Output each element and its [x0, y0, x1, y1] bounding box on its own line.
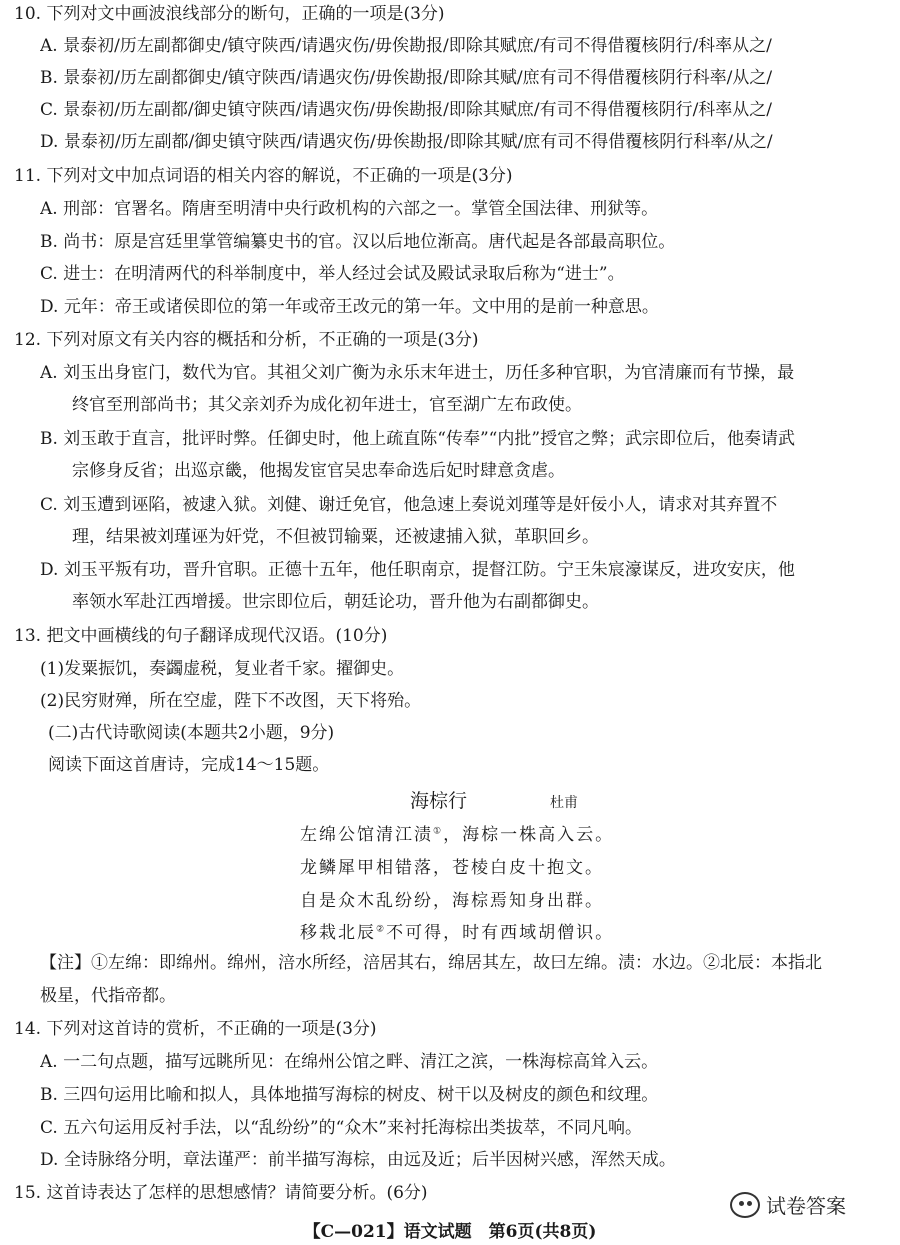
q14-stem: 14. 下列对这首诗的赏析，不正确的一项是(3分) [14, 1019, 377, 1039]
note-marker-1: ① [433, 826, 444, 837]
poetry-intro: 阅读下面这首唐诗，完成14～15题。 [48, 755, 330, 775]
poem-line-4-end: 不可得，时有西域胡僧识。 [386, 923, 615, 943]
note-marker-2: ② [376, 924, 387, 935]
page-footer: 【C—021】语文试题 第6页(共8页) [303, 1222, 597, 1242]
poem-line-4 [300, 918, 614, 943]
q14-option-a: A. 一二句点题，描写远眺所见：在绵州公馆之畔、清江之滨，一株海棕高耸入云。 [40, 1052, 659, 1072]
q13-sentence-2: (2)民穷财殚，所在空虚，陛下不改图，天下将殆。 [40, 691, 422, 711]
q12-option-d-line1: D. 刘玉平叛有功，晋升官职。正德十五年，他任职南京，提督江防。宁王朱宸濠谋反，进攻安庆，他 [40, 560, 795, 580]
q12-option-a-line1: A. 刘玉出身宦门，数代为官。其祖父刘广衡为永乐末年进士，历任多种官职，为官清廉而有节操，最 [40, 363, 795, 383]
q12-option-d-line2: 率领水军赴江西增援。世宗即位后，朝廷论功，晋升他为右副都御史。 [72, 592, 599, 612]
q10-option-b: B. 景泰初/历左副都御史/镇守陕西/请遇灾伤/毋俟勘报/即除其赋/庶有司不得借覆核阴行科率/从之/ [40, 68, 773, 88]
q11-option-b: B. 尚书：原是宫廷里掌管编纂史书的官。汉以后地位渐高。唐代起是各部最高职位。 [40, 232, 676, 252]
q11-option-c: C. 进士：在明清两代的科举制度中，举人经过会试及殿试录取后称为“进士”。 [40, 264, 625, 284]
q13-stem: 13. 把文中画横线的句子翻译成现代汉语。(10分) [14, 626, 388, 646]
poem-note-line1: 【注】①左绵：即绵州。绵州，涪水所经，涪居其右，绵居其左，故曰左绵。渍：水边。②北辰：本指北 [40, 953, 822, 973]
q11-option-a: A. 刑部：官署名。隋唐至明清中央行政机构的六部之一。掌管全国法律、刑狱等。 [40, 199, 659, 219]
wechat-icon [730, 1192, 760, 1218]
q12-option-a-line2: 终官至刑部尚书；其父亲刘乔为成化初年进士，官至湖广左布政使。 [72, 395, 582, 415]
q10-stem: 10. 下列对文中画波浪线部分的断句，正确的一项是(3分) [14, 4, 445, 24]
q10-option-c: C. 景泰初/历左副都/御史镇守陕西/请遇灾伤/毋俟勘报/即除其赋庶/有司不得借覆核阴行/科率从之/ [40, 100, 773, 120]
poem-title: 海棕行 [410, 790, 468, 812]
q14-option-d: D. 全诗脉络分明，章法谨严：前半描写海棕，由远及近；后半因树兴感，浑然天成。 [40, 1150, 676, 1170]
q12-option-b-line1: B. 刘玉敢于直言，批评时弊。任御史时，他上疏直陈“传奉”“内批”授官之弊；武宗即位后，他奏请武 [40, 429, 796, 449]
q15-stem: 15. 这首诗表达了怎样的思想感情？请简要分析。(6分) [14, 1183, 428, 1203]
q12-option-b-line2: 宗修身反省；出巡京畿，他揭发宦官吴忠奉命选后妃时肆意贪虐。 [72, 461, 565, 481]
poem-line-1-end: ，海棕一株高入云。 [443, 825, 615, 845]
poem-line-1 [300, 820, 614, 845]
section-heading-poetry: (二)古代诗歌阅读(本题共2小题，9分) [48, 723, 335, 743]
q10-option-a: A. 景泰初/历左副都御史/镇守陕西/请遇灾伤/毋俟勘报/即除其赋庶/有司不得借覆核阴行/科率从之/ [40, 36, 772, 56]
q11-option-d: D. 元年：帝王或诸侯即位的第一年或帝王改元的第一年。文中用的是前一种意思。 [40, 297, 659, 317]
q14-option-c: C. 五六句运用反衬手法，以“乱纷纷”的“众木”来衬托海棕出类拔萃，不同凡响。 [40, 1118, 642, 1138]
watermark-text: 试卷答案 [766, 1194, 846, 1218]
q12-stem: 12. 下列对原文有关内容的概括和分析，不正确的一项是(3分) [14, 330, 479, 350]
poem-line-1-start: 左绵公馆清江渍 [300, 825, 433, 845]
q11-stem: 11. 下列对文中加点词语的相关内容的解说，不正确的一项是(3分) [14, 166, 513, 186]
poem-line-2: 龙鳞犀甲相错落，苍棱白皮十抱文。 [300, 858, 604, 878]
poem-line-4-start: 移栽北辰 [300, 923, 376, 943]
q12-option-c-line1: C. 刘玉遭到诬陷，被逮入狱。刘健、谢迁免官，他急速上奏说刘瑾等是奸佞小人，请求对其弃置不 [40, 495, 778, 515]
poem-author: 杜甫 [550, 795, 578, 811]
q12-option-c-line2: 理，结果被刘瑾诬为奸党，不但被罚输粟，还被逮捕入狱，革职回乡。 [72, 527, 599, 547]
poem-note-line2: 极星，代指帝都。 [40, 986, 176, 1006]
q10-option-d: D. 景泰初/历左副都/御史镇守陕西/请遇灾伤/毋俟勘报/即除其赋/庶有司不得借覆核阴行科率/从之/ [40, 132, 773, 152]
q13-sentence-1: (1)发粟振饥，奏蠲虚税，复业者千家。擢御史。 [40, 659, 405, 679]
watermark [730, 1190, 846, 1219]
q14-option-b: B. 三四句运用比喻和拟人，具体地描写海棕的树皮、树干以及树皮的颜色和纹理。 [40, 1085, 659, 1105]
poem-line-3: 自是众木乱纷纷，海棕焉知身出群。 [300, 891, 604, 911]
